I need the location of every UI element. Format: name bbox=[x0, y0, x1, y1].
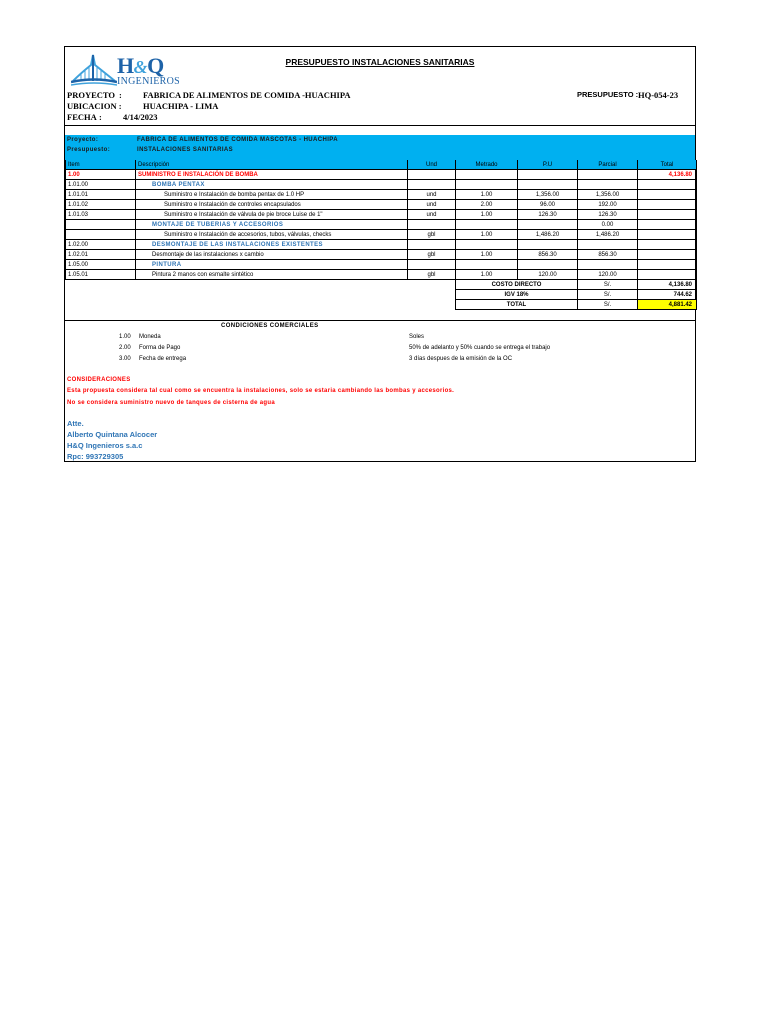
row-metrado: 1.00 bbox=[456, 210, 518, 220]
row-total bbox=[638, 200, 697, 210]
fecha-label: FECHA bbox=[67, 112, 97, 122]
row-unit-price bbox=[518, 240, 578, 250]
condition-label: Fecha de entrega bbox=[139, 356, 187, 362]
row-unit bbox=[408, 220, 456, 230]
row-unit-price bbox=[518, 220, 578, 230]
proyecto-label: PROYECTO bbox=[67, 90, 116, 100]
row-description: Desmontaje de las instalaciones x cambio bbox=[136, 250, 408, 260]
col-item: Item bbox=[66, 160, 136, 170]
condition-value: 50% de adelanto y 50% cuando se entrega el trabajo bbox=[409, 345, 551, 351]
row-item bbox=[66, 230, 136, 240]
presupuesto-label: PRESUPUESTO : bbox=[577, 90, 639, 99]
row-description: SUMINISTRO E INSTALACIÓN DE BOMBA bbox=[136, 170, 408, 180]
row-unit bbox=[408, 180, 456, 190]
row-item: 1.01.03 bbox=[66, 210, 136, 220]
fecha-colon: : bbox=[99, 112, 102, 122]
row-description: BOMBA PENTAX bbox=[136, 180, 408, 190]
row-description: Suministro e Instalación de válvula de pie broce Luise de 1" bbox=[136, 210, 408, 220]
row-total bbox=[638, 270, 697, 280]
table-row bbox=[66, 250, 697, 260]
row-metrado bbox=[456, 180, 518, 190]
row-parcial bbox=[578, 240, 638, 250]
row-description: DESMONTAJE DE LAS INSTALACIONES EXISTENTES bbox=[136, 240, 408, 250]
condition-label: Forma de Pago bbox=[139, 345, 181, 351]
condition-number: 3.00 bbox=[119, 356, 131, 362]
row-unit: gbl bbox=[408, 270, 456, 280]
presupuesto-number: HQ-054-23 bbox=[638, 90, 679, 100]
row-unit-price: 120.00 bbox=[518, 270, 578, 280]
totals-row bbox=[66, 280, 697, 290]
table-row bbox=[66, 190, 697, 200]
row-total bbox=[638, 230, 697, 240]
totals-label: COSTO DIRECTO bbox=[456, 280, 578, 290]
table-row bbox=[66, 220, 697, 230]
band-proyecto-label: Proyecto: bbox=[67, 137, 99, 143]
row-unit-price bbox=[518, 260, 578, 270]
row-unit: gbl bbox=[408, 230, 456, 240]
row-unit-price bbox=[518, 170, 578, 180]
document-title: PRESUPUESTO INSTALACIONES SANITARIAS bbox=[285, 57, 475, 67]
row-unit-price: 96.00 bbox=[518, 200, 578, 210]
row-parcial bbox=[578, 170, 638, 180]
band-proyecto-value: FABRICA DE ALIMENTOS DE COMIDA MASCOTAS - HUACHIPA bbox=[137, 137, 338, 143]
totals-row bbox=[66, 290, 697, 300]
col-descripcion: Descripción bbox=[136, 160, 408, 170]
row-parcial: 1,356.00 bbox=[578, 190, 638, 200]
col-und: Und bbox=[408, 160, 456, 170]
table-row bbox=[66, 240, 697, 250]
table-row bbox=[66, 270, 697, 280]
consideration-line-1: Esta propuesta considera tal cual como se encuentra la instalaciones, solo se estaria cambiando las bombas y accesorios. bbox=[67, 388, 455, 394]
row-total bbox=[638, 220, 697, 230]
row-unit-price: 126.30 bbox=[518, 210, 578, 220]
totals-value: 744.62 bbox=[638, 290, 697, 300]
table-row bbox=[66, 180, 697, 190]
totals-label: TOTAL bbox=[456, 300, 578, 310]
row-unit: und bbox=[408, 200, 456, 210]
row-item bbox=[66, 220, 136, 230]
condition-number: 1.00 bbox=[119, 334, 131, 340]
row-description: Suministro e Instalación de bomba pentax de 1.0 HP bbox=[136, 190, 408, 200]
row-metrado: 1.00 bbox=[456, 230, 518, 240]
row-metrado: 1.00 bbox=[456, 270, 518, 280]
row-metrado bbox=[456, 240, 518, 250]
row-item: 1.05.01 bbox=[66, 270, 136, 280]
row-metrado bbox=[456, 170, 518, 180]
row-description: Suministro e Instalación de controles encapsulados bbox=[136, 200, 408, 210]
row-item: 1.01.00 bbox=[66, 180, 136, 190]
row-metrado bbox=[456, 260, 518, 270]
totals-currency: S/. bbox=[578, 280, 638, 290]
totals-row bbox=[66, 300, 697, 310]
table-header-row bbox=[66, 160, 697, 170]
row-total bbox=[638, 250, 697, 260]
signature-name: Alberto Quintana Alcocer bbox=[67, 430, 158, 439]
row-unit bbox=[408, 170, 456, 180]
col-pu: P.U bbox=[518, 160, 578, 170]
brand-subtitle: INGENIEROS bbox=[117, 76, 180, 87]
row-parcial bbox=[578, 260, 638, 270]
row-unit: und bbox=[408, 190, 456, 200]
row-total bbox=[638, 240, 697, 250]
row-item: 1.02.01 bbox=[66, 250, 136, 260]
condition-value: 3 días despues de la emisión de la OC bbox=[409, 356, 513, 362]
band-presupuesto-value: INSTALACIONES SANITARIAS bbox=[137, 147, 234, 153]
proyecto-colon: : bbox=[119, 90, 122, 100]
considerations-title: CONSIDERACIONES bbox=[67, 377, 131, 383]
row-parcial: 192.00 bbox=[578, 200, 638, 210]
row-description: PINTURA bbox=[136, 260, 408, 270]
row-total bbox=[638, 180, 697, 190]
table-row bbox=[66, 210, 697, 220]
table-row bbox=[66, 170, 697, 180]
col-total: Total bbox=[638, 160, 697, 170]
row-parcial bbox=[578, 180, 638, 190]
table-row bbox=[66, 260, 697, 270]
condition-label: Moneda bbox=[139, 334, 161, 340]
row-total bbox=[638, 190, 697, 200]
consideration-line-2: No se considera suministro nuevo de tanques de cisterna de agua bbox=[67, 400, 275, 406]
row-parcial: 126.30 bbox=[578, 210, 638, 220]
condition-value: Soles bbox=[409, 334, 425, 340]
signature-company: H&Q Ingenieros s.a.c bbox=[67, 441, 143, 450]
row-description: Suministro e Instalación de accesorios, tubos, válvulas, checks bbox=[136, 230, 408, 240]
brand-name: H&Q bbox=[117, 53, 164, 78]
row-item: 1.01.01 bbox=[66, 190, 136, 200]
row-unit bbox=[408, 240, 456, 250]
fecha-value: 4/14/2023 bbox=[123, 112, 158, 122]
row-unit: und bbox=[408, 210, 456, 220]
header-divider bbox=[65, 125, 695, 126]
totals-currency: S/. bbox=[578, 290, 638, 300]
totals-spacer bbox=[66, 280, 456, 290]
signature-atte: Atte. bbox=[67, 419, 84, 428]
row-parcial: 0.00 bbox=[578, 220, 638, 230]
row-unit bbox=[408, 260, 456, 270]
budget-sheet bbox=[64, 46, 696, 462]
conditions-title: CONDICIONES COMERCIALES bbox=[221, 323, 319, 329]
row-metrado: 2.00 bbox=[456, 200, 518, 210]
row-description: MONTAJE DE TUBERIAS Y ACCESORIOS bbox=[136, 220, 408, 230]
totals-spacer bbox=[66, 300, 456, 310]
row-item: 1.00 bbox=[66, 170, 136, 180]
row-unit-price bbox=[518, 180, 578, 190]
row-unit-price: 1,356.00 bbox=[518, 190, 578, 200]
budget-table bbox=[65, 160, 697, 310]
totals-spacer bbox=[66, 290, 456, 300]
row-unit: gbl bbox=[408, 250, 456, 260]
row-total bbox=[638, 210, 697, 220]
row-parcial: 856.30 bbox=[578, 250, 638, 260]
row-item: 1.01.02 bbox=[66, 200, 136, 210]
table-row bbox=[66, 200, 697, 210]
col-metrado: Metrado bbox=[456, 160, 518, 170]
totals-label: IGV 18% bbox=[456, 290, 578, 300]
condition-number: 2.00 bbox=[119, 345, 131, 351]
totals-value: 4,881.42 bbox=[638, 300, 697, 310]
row-item: 1.02.00 bbox=[66, 240, 136, 250]
proyecto-value: FABRICA DE ALIMENTOS DE COMIDA -HUACHIPA bbox=[143, 90, 351, 100]
row-unit-price: 856.30 bbox=[518, 250, 578, 260]
totals-value: 4,136.80 bbox=[638, 280, 697, 290]
signature-rpc: Rpc: 993729305 bbox=[67, 452, 124, 461]
row-total bbox=[638, 260, 697, 270]
row-parcial: 1,486.20 bbox=[578, 230, 638, 240]
ubicacion-value: HUACHIPA - LIMA bbox=[143, 101, 219, 111]
ubicacion-label: UBICACION : bbox=[67, 101, 122, 111]
row-unit-price: 1,486.20 bbox=[518, 230, 578, 240]
row-metrado: 1.00 bbox=[456, 190, 518, 200]
row-item: 1.05.00 bbox=[66, 260, 136, 270]
col-parcial: Parcial bbox=[578, 160, 638, 170]
conditions-divider bbox=[65, 320, 695, 321]
row-total: 4,136.80 bbox=[638, 170, 697, 180]
row-description: Pintura 2 manos con esmalte sintético bbox=[136, 270, 408, 280]
row-metrado bbox=[456, 220, 518, 230]
totals-currency: S/. bbox=[578, 300, 638, 310]
row-metrado: 1.00 bbox=[456, 250, 518, 260]
band-presupuesto-label: Presupuesto: bbox=[67, 147, 111, 153]
table-row bbox=[66, 230, 697, 240]
project-band bbox=[65, 135, 695, 160]
row-parcial: 120.00 bbox=[578, 270, 638, 280]
